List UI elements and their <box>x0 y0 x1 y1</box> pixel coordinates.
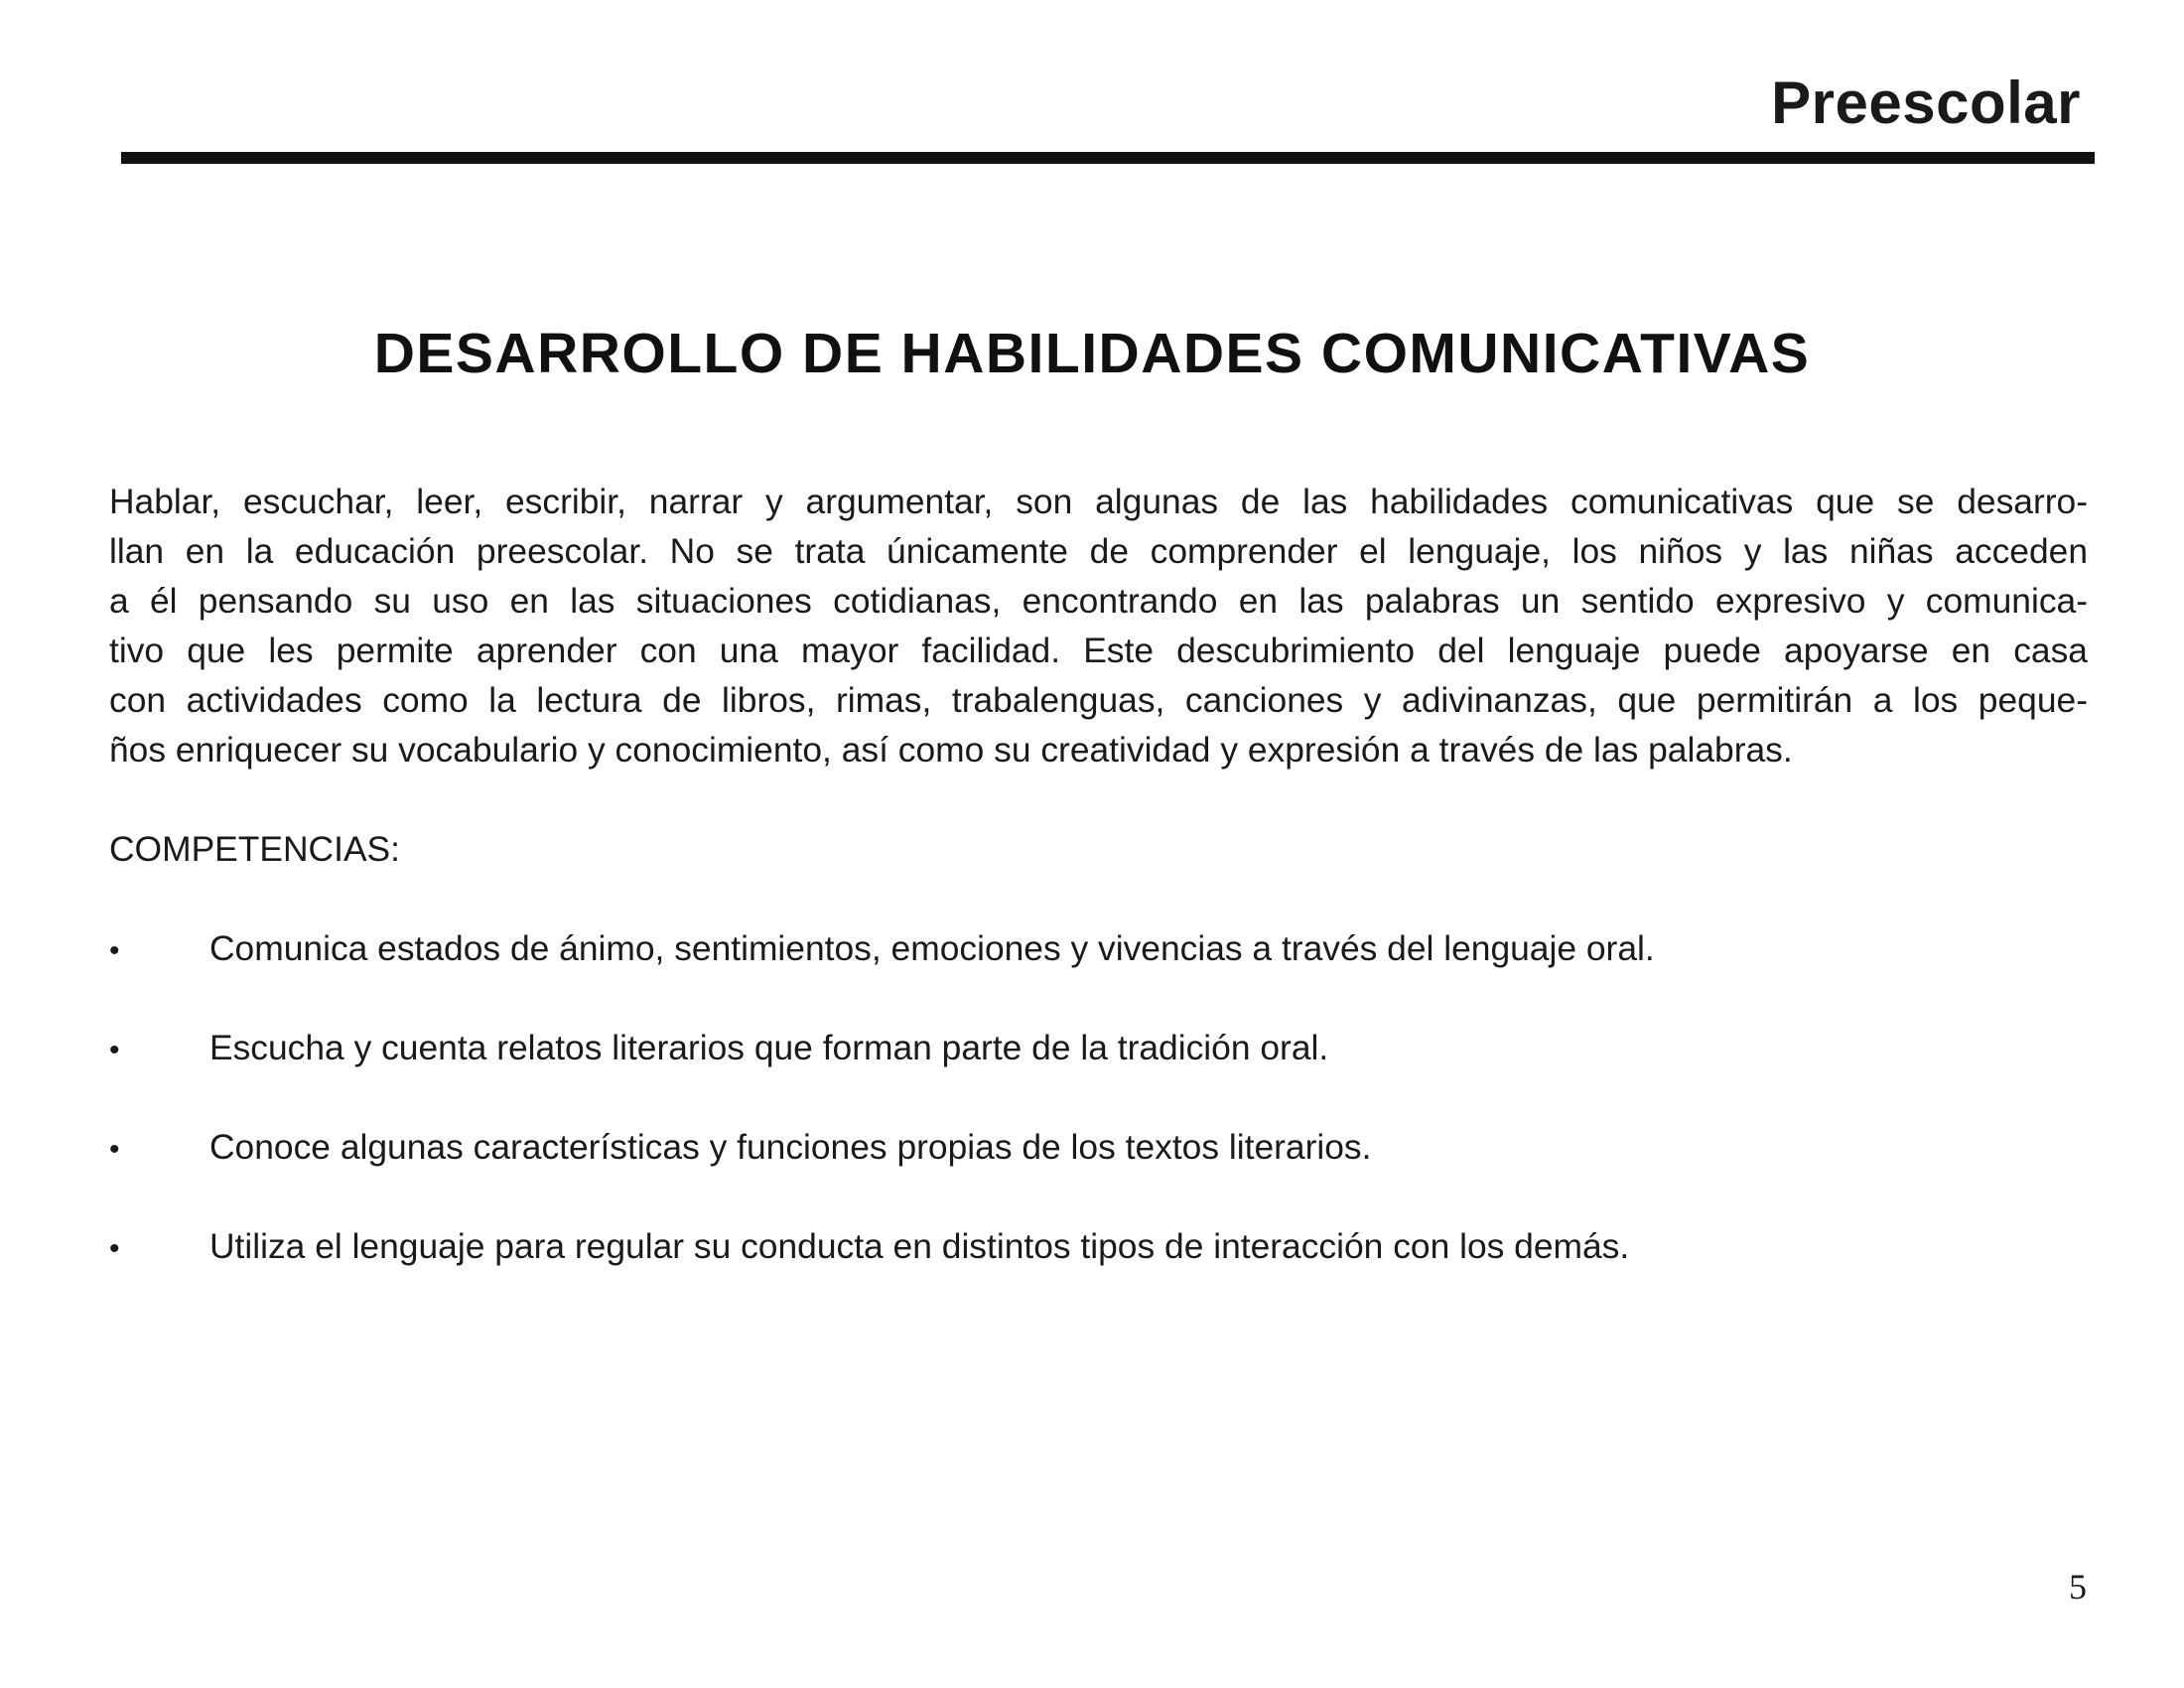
competency-text: Escucha y cuenta relatos literarios que forman parte de la tradición oral. <box>209 1028 1329 1067</box>
page-title: DESARROLLO DE HABILIDADES COMUNICATIVAS <box>373 322 1811 385</box>
competency-text: Utiliza el lenguaje para regular su conducta en distintos tipos de interacción con los demás. <box>209 1226 1630 1266</box>
page-number: 5 <box>2069 1567 2087 1607</box>
competency-text: Comunica estados de ánimo, sentimientos, emociones y vivencias a través del lenguaje oral. <box>209 928 1655 968</box>
competency-list-item <box>109 1023 1328 1075</box>
bullet-icon: • <box>109 934 120 967</box>
competency-list-item <box>109 923 1655 976</box>
bullet-icon: • <box>109 1232 120 1265</box>
paragraph-line: ños enriquecer su vocabulario y conocimiento, así como su creatividad y expresión a través de las palabras. <box>109 730 1793 770</box>
paragraph-line: llan en la educación preescolar. No se trata únicamente de comprender el lenguaje, los niños y las niñas acceden <box>109 531 2088 571</box>
intro-paragraph <box>109 477 2088 774</box>
bullet-icon: • <box>109 1133 120 1166</box>
competency-text: Conoce algunas características y funciones propias de los textos literarios. <box>209 1127 1372 1167</box>
header-rule-divider <box>121 152 2095 164</box>
bullet-icon: • <box>109 1034 120 1066</box>
competency-list-item <box>109 1221 1629 1274</box>
competency-list-item <box>109 1122 1371 1175</box>
section-header-title: Preescolar <box>1771 70 2081 136</box>
paragraph-line: Hablar, escuchar, leer, escribir, narrar y argumentar, son algunas de las habilidades comunicativas que se desarro- <box>109 482 2088 521</box>
paragraph-line: con actividades como la lectura de libros, rimas, trabalenguas, canciones y adivinanzas, que permitirán a los peque- <box>109 680 2088 720</box>
competencies-label: COMPETENCIAS: <box>109 829 400 869</box>
paragraph-line: tivo que les permite aprender con una mayor facilidad. Este descubrimiento del lenguaje puede apoyarse en casa <box>109 631 2088 670</box>
paragraph-line: a él pensando su uso en las situaciones cotidianas, encontrando en las palabras un sentido expresivo y comunica- <box>109 581 2088 621</box>
